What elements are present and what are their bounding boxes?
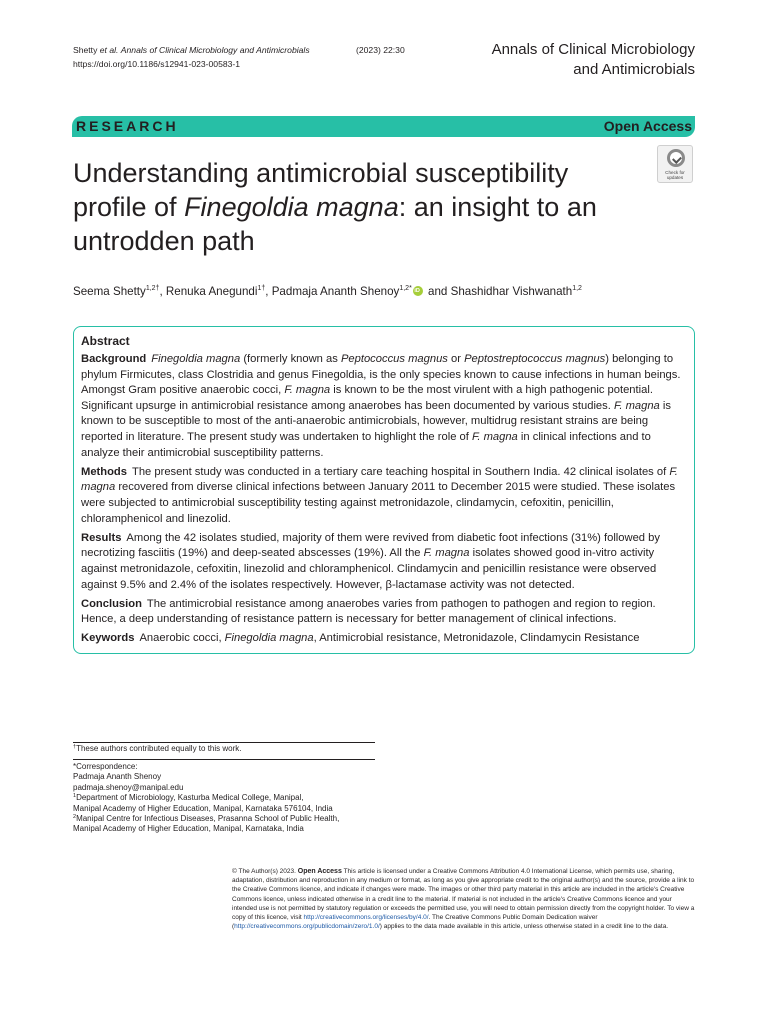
author-separator: , bbox=[159, 285, 166, 298]
results-label: Results bbox=[81, 531, 122, 544]
year-volume: (2023) 22:30 bbox=[356, 45, 405, 55]
affiliation-2-line1: Manipal Centre for Infectious Diseases, Prasanna School of Public Health, bbox=[76, 814, 340, 824]
italic-term: F. magna bbox=[81, 465, 678, 494]
text-run: is known to be susceptible to most of the anti-anaerobic antimicrobials, however, multidrug resistant strains are being reported in literature. The present study was undertaken to highlight the role of bbox=[81, 399, 671, 443]
author-affiliation: 1,2† bbox=[145, 285, 160, 292]
italic-term: Finegoldia magna bbox=[224, 632, 314, 645]
equal-contribution-symbol: † bbox=[73, 744, 77, 750]
affiliation-1-line1: Department of Microbiology, Kasturba Medical College, Manipal, bbox=[76, 793, 304, 803]
equal-contribution-note bbox=[73, 744, 241, 754]
license-text-1: This article is licensed under a Creative Commons Attribution 4.0 International License, which permits use, sharing, adaptation, distribution and reproduction in any medium or format, as long as you give appropriate credit to the original author(s) and the source, provide a link to the Creative Commons licence, and indicate if changes were made. The images or other third party material in this article are included in the article's Creative Commons licence, unless indicated otherwise in a credit line to the material. If material is not included in the article's Creative Commons licence and your intended use is not permitted by statutory regulation or exceeds the permitted use, you will need to obtain permission directly from the copyright holder. To view a copy of this licence, visit bbox=[232, 868, 695, 922]
citation-authors: Shetty bbox=[73, 45, 98, 55]
background-text bbox=[81, 353, 680, 459]
citation-etal: et al. bbox=[99, 45, 119, 55]
abstract-methods bbox=[81, 465, 687, 527]
citation-journal: Annals of Clinical Microbiology and Antimicrobials bbox=[120, 45, 310, 55]
author-list bbox=[73, 284, 582, 300]
author-affiliation: 1† bbox=[257, 285, 266, 292]
title-part1: Understanding antimicrobial susceptibility profile of bbox=[73, 158, 569, 222]
author-separator: , bbox=[265, 285, 272, 298]
author-separator: and bbox=[424, 285, 451, 298]
author-name: Padmaja Ananth Shenoy bbox=[271, 285, 400, 298]
italic-term: Finegoldia magna bbox=[151, 353, 241, 365]
author-affiliation: 1,2 bbox=[572, 285, 582, 292]
footnote-rule bbox=[73, 759, 375, 760]
text-run: is known to be the most virulent with a high pathogenic potential. Significant upsurge in antimicrobial resistance among anaerobes has been documented by various studies. bbox=[81, 384, 653, 412]
license-text-3: ) applies to the data made available in this article, unless otherwise stated in a credit line to the data. bbox=[379, 923, 669, 931]
affiliation-2 bbox=[73, 814, 393, 824]
correspondence-block bbox=[73, 762, 393, 835]
text-run: The antimicrobial resistance among anaerobes varies from pathogen to pathogen and region to region. Hence, a deep understanding of resistance pattern is necessary for better management of clinical infections. bbox=[81, 597, 656, 626]
citation-line bbox=[73, 43, 310, 57]
italic-term: Peptostreptococcus magnus bbox=[464, 353, 606, 365]
section-label: RESEARCH bbox=[76, 118, 179, 134]
equal-contribution-text: These authors contributed equally to this work. bbox=[76, 744, 242, 753]
article-title bbox=[73, 156, 633, 258]
text-run: ) belonging to phylum Firmicutes, class Clostridia and genus Finegoldia, is the only species known to cause infections in human beings. Amongst Gram positive anaerobic cocci, bbox=[81, 353, 681, 397]
text-run: isolates showed good in-vitro activity against metronidazole, cefoxitin, linezolid and chloramphenicol. Clindamycin and penicillin resistance were observed against 9.5% and 2.4% of the isolates respectively. However, β-lactamase activity was not detected. bbox=[81, 547, 657, 591]
license-open-access: Open Access bbox=[297, 868, 342, 875]
text-run: recovered from diverse clinical infections between January 2011 to December 2015 were studied. These isolates were subjected to antimicrobial susceptibility testing against metronidazole, clindamycin, cefoxitin, penicillin, chloramphenicol and linezolid. bbox=[81, 481, 676, 525]
abstract-background bbox=[81, 352, 687, 461]
badge-line1: Check for bbox=[665, 170, 685, 175]
text-run: Anaerobic cocci, bbox=[139, 632, 225, 645]
italic-term: Peptococcus magnus bbox=[340, 353, 448, 365]
open-access-label: Open Access bbox=[603, 118, 692, 134]
doi-link[interactable]: https://doi.org/10.1186/s12941-023-00583-1 bbox=[73, 59, 241, 69]
affiliation-2-line2: Manipal Academy of Higher Education, Manipal, Karnataka, India bbox=[73, 824, 304, 834]
abstract-keywords bbox=[81, 631, 687, 647]
methods-label: Methods bbox=[81, 465, 127, 478]
text-run: Among the 42 isolates studied, majority of them were revived from diabetic foot infections (31%) followed by necrotizing fasciitis (19%) and deep-seated abscesses (19%). All the bbox=[81, 531, 660, 560]
license-text-2: . The Creative Commons Public Domain Dedication waiver ( bbox=[232, 914, 598, 931]
conclusion-text bbox=[81, 598, 656, 626]
text-run: , Antimicrobial resistance, Metronidazole, Clindamycin Resistance bbox=[313, 632, 640, 645]
title-part2: : an insight to an untrodden path bbox=[73, 192, 597, 256]
abstract bbox=[81, 333, 687, 651]
text-run: or bbox=[447, 353, 465, 365]
footnote-rule bbox=[73, 742, 375, 743]
author-name: Renuka Anegundi bbox=[165, 285, 258, 298]
orcid-icon[interactable] bbox=[413, 286, 423, 296]
italic-term: F. magna bbox=[471, 430, 518, 443]
running-header bbox=[73, 43, 310, 71]
italic-term: F. magna bbox=[423, 547, 470, 560]
text-run: The present study was conducted in a tertiary care teaching hospital in Southern India. 42 clinical isolates of bbox=[132, 465, 670, 478]
abstract-heading: Abstract bbox=[81, 334, 130, 348]
keywords-text bbox=[139, 632, 639, 644]
author-name: Shashidhar Vishwanath bbox=[450, 285, 573, 298]
background-label: Background bbox=[81, 353, 147, 365]
author-affiliation: 1,2* bbox=[399, 285, 412, 292]
license-statement bbox=[232, 867, 696, 931]
methods-text bbox=[81, 466, 678, 525]
abstract-results bbox=[81, 531, 687, 593]
affiliation-number: 1 bbox=[73, 793, 77, 800]
correspondent-email[interactable]: padmaja.shenoy@manipal.edu bbox=[73, 782, 184, 792]
cc-zero-link[interactable]: http://creativecommons.org/publicdomain/zero/1.0/ bbox=[234, 923, 380, 931]
correspondence-label: *Correspondence: bbox=[73, 762, 138, 771]
journal-name bbox=[492, 40, 695, 80]
badge-line2: updates bbox=[666, 175, 684, 180]
check-for-updates-badge[interactable] bbox=[657, 145, 693, 183]
title-species: Finegoldia magna bbox=[184, 192, 399, 222]
affiliation-1-line2: Manipal Academy of Higher Education, Manipal, Karnataka 576104, India bbox=[73, 803, 333, 813]
affiliation-number: 2 bbox=[73, 814, 77, 821]
affiliation-1 bbox=[73, 793, 393, 803]
journal-name-line2: and Antimicrobials bbox=[573, 61, 695, 78]
keywords-label: Keywords bbox=[81, 632, 135, 645]
correspondent-name: Padmaja Ananth Shenoy bbox=[73, 772, 162, 782]
italic-term: F. magna bbox=[284, 384, 331, 397]
text-run: (formerly known as bbox=[240, 353, 341, 365]
check-for-updates-icon bbox=[667, 149, 685, 167]
text-run: in clinical infections and to analyze their antimicrobial susceptibility patterns. bbox=[81, 430, 651, 459]
author-name: Seema Shetty bbox=[73, 285, 146, 298]
conclusion-label: Conclusion bbox=[81, 597, 142, 610]
italic-term: F. magna bbox=[613, 399, 660, 412]
journal-name-line1: Annals of Clinical Microbiology bbox=[491, 41, 695, 58]
cc-by-license-link[interactable]: http://creativecommons.org/licenses/by/4.0/ bbox=[303, 914, 429, 922]
abstract-conclusion bbox=[81, 597, 687, 628]
results-text bbox=[81, 532, 660, 591]
copyright-text: © The Author(s) 2023. bbox=[232, 868, 296, 875]
